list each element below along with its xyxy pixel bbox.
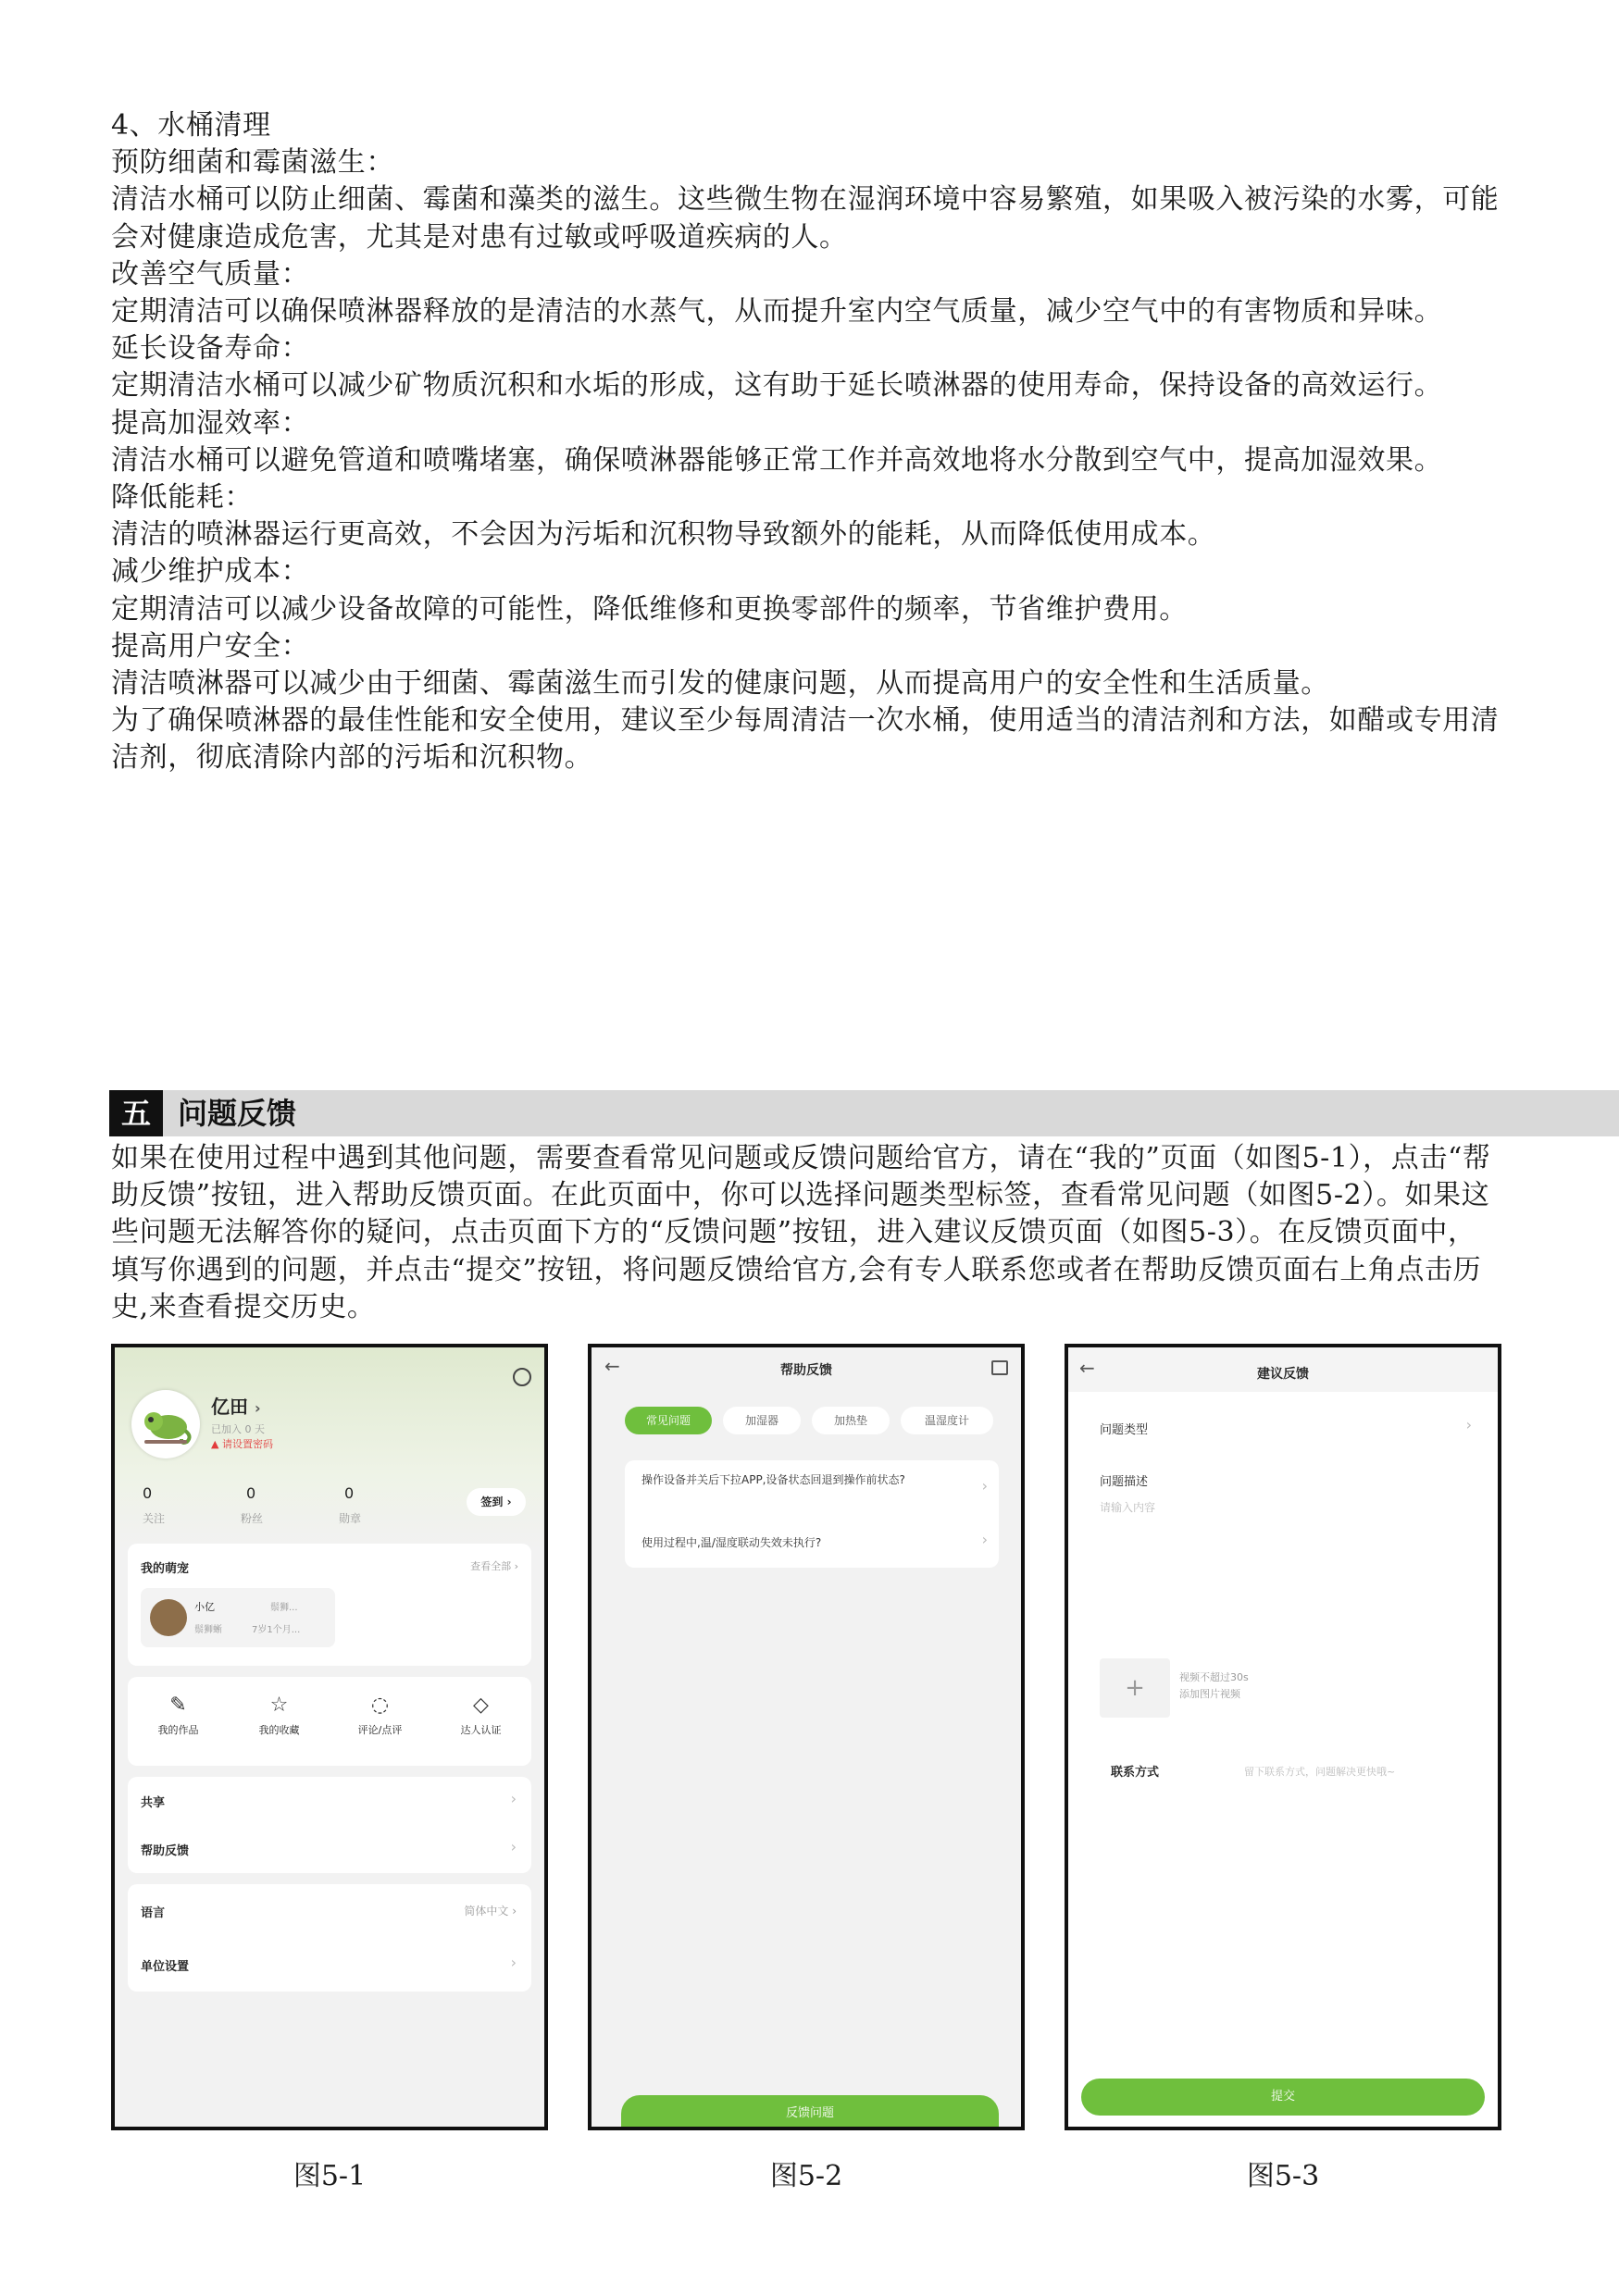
stat-fans-label: 粉丝 [241, 1512, 264, 1525]
pet-age: 7岁1个月... [252, 1625, 301, 1635]
warning-icon: ▲ [211, 1438, 219, 1450]
tab-faq[interactable]: 常见问题 [625, 1407, 712, 1434]
intro-paragraph: 预防细菌和霉菌滋生： [111, 146, 394, 180]
password-warning-text: 请设置密码 [221, 1438, 273, 1450]
expert-cert-button[interactable] [430, 1694, 531, 1737]
screenshot-help-feedback [588, 1344, 1025, 2130]
faq-item[interactable] [625, 1460, 999, 1518]
my-favorites-button[interactable] [229, 1694, 330, 1737]
intro-paragraph: 清洁水桶可以防止细菌、霉菌和藻类的滋生。这些微生物在湿润环境中容易繁殖，如果吸入被污染的水雾，可能会对健康造成危害，尤其是对患有过敏或呼吸道疾病的人。 [111, 183, 1500, 254]
caption-fig-5-2: 图5-2 [769, 2160, 843, 2192]
intro-paragraph: 提高用户安全： [111, 629, 310, 663]
chevron-right-icon: › [510, 1790, 517, 1807]
stat-fans-value[interactable]: 0 [246, 1484, 256, 1502]
pet-type: 鬃狮... [270, 1603, 298, 1613]
intro-paragraph: 改善空气质量： [111, 257, 310, 291]
pets-title: 我的萌宠 [141, 1562, 190, 1576]
signin-label: 签到 [480, 1496, 504, 1508]
expert-cert-label: 达人认证 [460, 1724, 502, 1736]
contact-label: 联系方式 [1111, 1766, 1160, 1780]
avatar[interactable] [131, 1390, 200, 1458]
issue-type-selector[interactable] [1068, 1401, 1498, 1457]
chevron-right-icon: › [254, 1399, 261, 1417]
chevron-right-icon: › [510, 1954, 517, 1971]
view-all-link[interactable]: 查看全部 › [470, 1560, 518, 1572]
pet-name: 小亿 [194, 1601, 215, 1613]
menu-card-2 [128, 1884, 531, 1992]
menu-item-share[interactable] [128, 1777, 531, 1825]
chameleon-avatar-icon [131, 1390, 200, 1458]
intro-paragraph: 提高加湿效率： [111, 406, 310, 440]
faq-question: 使用过程中,温/湿度联动失效未执行? [641, 1536, 822, 1549]
section-header [109, 1090, 1619, 1136]
tab-thermo-hygrometer[interactable]: 温湿度计 [901, 1407, 993, 1434]
back-arrow-icon[interactable]: ← [604, 1355, 620, 1377]
username-text: 亿田 [211, 1396, 248, 1418]
chevron-right-icon: › [1465, 1416, 1472, 1433]
joined-days: 已加入 0 天 [211, 1423, 265, 1435]
actions-card [128, 1677, 531, 1766]
pet-item[interactable] [141, 1588, 335, 1647]
menu-card-1 [128, 1777, 531, 1873]
intro-paragraph: 定期清洁可以确保喷淋器释放的是清洁的水蒸气，从而提升室内空气质量，减少空气中的有害物质和异味。 [111, 295, 1443, 329]
issue-type-label: 问题类型 [1100, 1423, 1149, 1437]
screenshot-suggestion-feedback [1065, 1344, 1501, 2130]
stat-medal-value[interactable]: 0 [344, 1484, 355, 1502]
section-title: 问题反馈 [178, 1096, 297, 1131]
feather-icon: ✎ [169, 1694, 187, 1717]
section-paragraph: 如果在使用过程中遇到其他问题，需要查看常见问题或反馈问题给官方，请在“我的”页面（如图5-1），点击“帮助反馈”按钮，进入帮助反馈页面。在此页面中，你可以选择问题类型标签，查看常见问题（如图5-2）。如果这些问题无法解答你的疑问，点击页面下方的“反馈问题”按钮，进入建议反馈页面（如图5-3）。在反馈页面中，填写你遇到的问题，并点击“提交”按钮，将问题反馈给官方,会有专人联系您或者在帮助反馈页面右上角点击历史,来查看提交历史。 [111, 1142, 1491, 1323]
section-number: 五 [109, 1090, 163, 1136]
stat-follow-value[interactable]: 0 [143, 1484, 153, 1502]
chevron-right-icon: › [981, 1531, 988, 1548]
comments-button[interactable] [330, 1694, 430, 1737]
caption-fig-5-3: 图5-3 [1246, 2160, 1320, 2192]
chat-bubble-icon: ◌ [370, 1694, 390, 1717]
intro-paragraph: 定期清洁水桶可以减少矿物质沉积和水垢的形成，这有助于延长喷淋器的使用寿命，保持设备的高效运行。 [111, 369, 1443, 403]
intro-paragraph: 4、水桶清理 [111, 109, 271, 142]
language-value: 简体中文 › [464, 1905, 517, 1917]
issue-desc-label: 问题描述 [1100, 1475, 1149, 1489]
menu-item-unit-settings[interactable] [128, 1938, 531, 1992]
screenshot-my-page [111, 1344, 548, 2130]
unit-settings-label: 单位设置 [141, 1960, 190, 1974]
intro-paragraph: 清洁水桶可以避免管道和喷嘴堵塞，确保喷淋器能够正常工作并高效地将水分散到空气中，提高加湿效果。 [111, 443, 1443, 477]
intro-paragraph: 定期清洁可以减少设备故障的可能性，降低维修和更换零部件的频率，节省维护费用。 [111, 592, 1188, 626]
add-media-button[interactable] [1100, 1658, 1170, 1718]
intro-paragraph: 清洁的喷淋器运行更高效，不会因为污垢和沉积物导致额外的能耗，从而降低使用成本。 [111, 518, 1216, 552]
comments-label: 评论/点评 [357, 1724, 403, 1736]
menu-item-help-feedback[interactable] [128, 1825, 531, 1873]
intro-paragraph: 延长设备寿命： [111, 332, 310, 366]
menu-item-language[interactable] [128, 1884, 531, 1938]
back-arrow-icon[interactable]: ← [1079, 1357, 1095, 1379]
intro-paragraph: 降低能耗： [111, 481, 253, 515]
faq-question: 操作设备并关后下拉APP,设备状态回退到操作前状态? [641, 1473, 905, 1486]
chevron-right-icon: › [981, 1477, 988, 1495]
stat-medal-label: 勋章 [339, 1512, 362, 1525]
plus-icon: + [1125, 1674, 1145, 1702]
diamond-icon: ◇ [473, 1694, 489, 1717]
my-favorites-label: 我的收藏 [258, 1724, 300, 1736]
share-label: 共享 [141, 1796, 166, 1810]
feedback-button[interactable]: 反馈问题 [621, 2095, 999, 2127]
upload-hint-duration: 视频不超过30s [1179, 1671, 1249, 1683]
language-value-text: 简体中文 [464, 1905, 509, 1917]
issue-desc-input[interactable]: 请输入内容 [1100, 1501, 1156, 1514]
page-title: 帮助反馈 [780, 1363, 832, 1378]
my-works-button[interactable] [128, 1694, 229, 1737]
intro-text [111, 107, 1504, 777]
history-icon[interactable] [991, 1360, 1008, 1375]
page-title: 建议反馈 [1257, 1367, 1309, 1382]
intro-paragraph: 为了确保喷淋器的最佳性能和安全使用，建议至少每周清洁一次水桶，使用适当的清洁剂和方法，如醋或专用清洁剂，彻底清除内部的污垢和沉积物。 [111, 704, 1500, 775]
section-text [111, 1140, 1504, 1326]
language-label: 语言 [141, 1906, 166, 1920]
my-works-label: 我的作品 [157, 1724, 199, 1736]
intro-paragraph: 清洁喷淋器可以减少由于细菌、霉菌滋生而引发的健康问题，从而提高用户的安全性和生活质量。 [111, 667, 1329, 701]
tab-humidifier[interactable]: 加湿器 [723, 1407, 801, 1434]
intro-paragraph: 减少维护成本： [111, 555, 310, 589]
pet-breed: 鬃狮蜥 [194, 1625, 222, 1635]
contact-input[interactable]: 留下联系方式，问题解决更快哦~ [1244, 1766, 1396, 1778]
submit-button[interactable]: 提交 [1081, 2079, 1485, 2116]
upload-hint-add: 添加图片视频 [1179, 1688, 1240, 1700]
faq-list [625, 1460, 999, 1568]
tab-heating-pad[interactable]: 加热垫 [812, 1407, 890, 1434]
faq-item[interactable] [625, 1518, 999, 1568]
password-warning[interactable] [211, 1436, 273, 1451]
caption-fig-5-1: 图5-1 [293, 2160, 367, 2192]
view-all-text: 查看全部 [470, 1560, 512, 1572]
pets-card [128, 1544, 531, 1666]
stat-follow-label: 关注 [143, 1512, 166, 1525]
chevron-right-icon: › [510, 1838, 517, 1855]
settings-icon[interactable] [513, 1368, 531, 1386]
signin-button[interactable]: 签到 › [467, 1488, 526, 1516]
username[interactable] [211, 1392, 261, 1419]
pet-avatar [150, 1599, 187, 1636]
help-feedback-label: 帮助反馈 [141, 1844, 190, 1858]
star-icon: ☆ [269, 1694, 289, 1717]
